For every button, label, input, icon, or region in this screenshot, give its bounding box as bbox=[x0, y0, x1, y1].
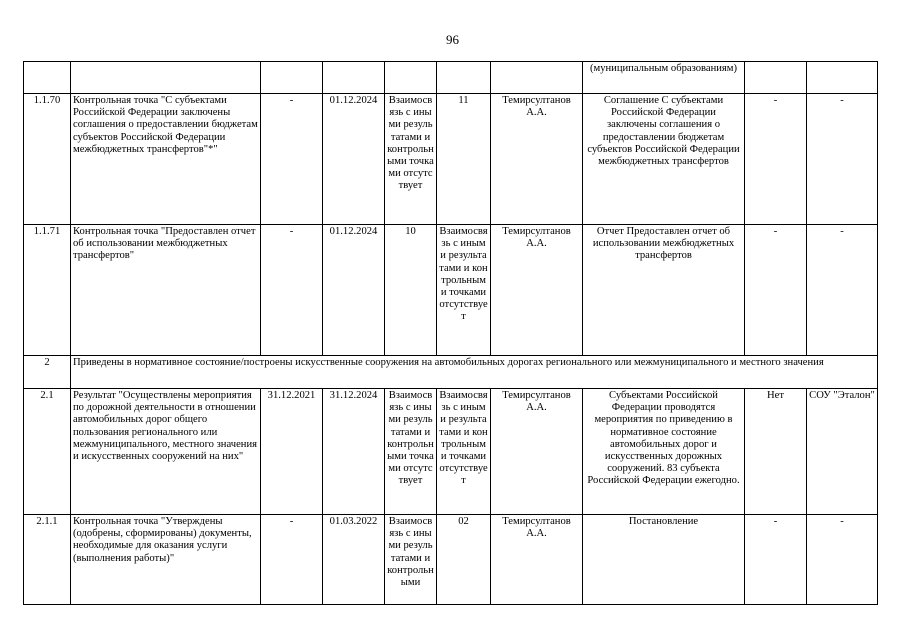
row-end: 01.03.2022 bbox=[323, 515, 385, 605]
row-system: - bbox=[807, 94, 878, 225]
row-next: Взаимосвязь с иными результатами и контрольными точками отсутствует bbox=[437, 225, 491, 356]
row-prev: Взаимосвязь с иными результатами и контрольными точками отсутствует bbox=[385, 94, 437, 225]
row-prev: Взаимосвязь с иными результатами и контрольными точками отсутствует bbox=[385, 389, 437, 515]
row-num bbox=[24, 62, 71, 94]
row-next: Взаимосвязь с иными результатами и контрольными точками отсутствует bbox=[437, 389, 491, 515]
row-kind: - bbox=[745, 225, 807, 356]
row-start: 31.12.2021 bbox=[261, 389, 323, 515]
row-start: - bbox=[261, 94, 323, 225]
row-start bbox=[261, 62, 323, 94]
row-num: 1.1.70 bbox=[24, 94, 71, 225]
row-end bbox=[323, 62, 385, 94]
row-start: - bbox=[261, 225, 323, 356]
row-end: 01.12.2024 bbox=[323, 225, 385, 356]
table-row bbox=[24, 515, 878, 605]
row-resp: Темирсултанов А.А. bbox=[491, 225, 583, 356]
row-type: Отчет Предоставлен отчет об использовании межбюджетных трансфертов bbox=[583, 225, 745, 356]
row-num: 2.1.1 bbox=[24, 515, 71, 605]
row-system: - bbox=[807, 515, 878, 605]
row-prev bbox=[385, 62, 437, 94]
page-number: 96 bbox=[446, 32, 459, 47]
row-system bbox=[807, 62, 878, 94]
row-next: 02 bbox=[437, 515, 491, 605]
table-row bbox=[24, 62, 878, 94]
row-kind: - bbox=[745, 515, 807, 605]
row-start: - bbox=[261, 515, 323, 605]
row-kind: - bbox=[745, 94, 807, 225]
table-row bbox=[24, 94, 878, 225]
section-num: 2 bbox=[24, 356, 71, 389]
section-row bbox=[24, 356, 878, 389]
row-type: Постановление bbox=[583, 515, 745, 605]
section-title: Приведены в нормативное состояние/построены искусственные сооружения на автомобильных дорогах регионального или межмуниципального и местного значения bbox=[71, 356, 878, 389]
row-resp: Темирсултанов А.А. bbox=[491, 94, 583, 225]
row-num: 1.1.71 bbox=[24, 225, 71, 356]
row-type: Субъектами Российской Федерации проводятся мероприятия по приведению в нормативное состояние автомобильных дорог и искусственных дорожных сооружений. 83 субъекта Российской Федерации ежегодно. bbox=[583, 389, 745, 515]
row-next: 11 bbox=[437, 94, 491, 225]
row-name bbox=[71, 62, 261, 94]
row-name: Контрольная точка "Предоставлен отчет об использовании межбюджетных трансфертов" bbox=[71, 225, 261, 356]
row-num: 2.1 bbox=[24, 389, 71, 515]
control-points-table bbox=[23, 61, 878, 605]
row-type: (муниципальным образованиям) bbox=[583, 62, 745, 94]
row-kind bbox=[745, 62, 807, 94]
row-system: - bbox=[807, 225, 878, 356]
row-name: Контрольная точка "Утверждены (одобрены, сформированы) документы, необходимые для оказания услуги (выполнения работы)" bbox=[71, 515, 261, 605]
row-kind: Нет bbox=[745, 389, 807, 515]
table-row bbox=[24, 389, 878, 515]
row-resp: Темирсултанов А.А. bbox=[491, 389, 583, 515]
row-system: СОУ "Эталон" bbox=[807, 389, 878, 515]
row-resp: Темирсултанов А.А. bbox=[491, 515, 583, 605]
row-name: Контрольная точка "С субъектами Российской Федерации заключены соглашения о предоставлении бюджетам субъектов Российской Федерации межбюджетных трансфертов"*" bbox=[71, 94, 261, 225]
row-prev: Взаимосвязь с иными результатами и контрольными bbox=[385, 515, 437, 605]
row-end: 01.12.2024 bbox=[323, 94, 385, 225]
row-next bbox=[437, 62, 491, 94]
row-resp bbox=[491, 62, 583, 94]
row-prev: 10 bbox=[385, 225, 437, 356]
row-type: Соглашение С субъектами Российской Федерации заключены соглашения о предоставлении бюджетам субъектов Российской Федерации межбюджетных трансфертов bbox=[583, 94, 745, 225]
row-end: 31.12.2024 bbox=[323, 389, 385, 515]
table-row bbox=[24, 225, 878, 356]
row-name: Результат "Осуществлены мероприятия по дорожной деятельности в отношении автомобильных дорог общего пользования регионального или межмуниципального, местного значения и искусственных сооружений на них" bbox=[71, 389, 261, 515]
